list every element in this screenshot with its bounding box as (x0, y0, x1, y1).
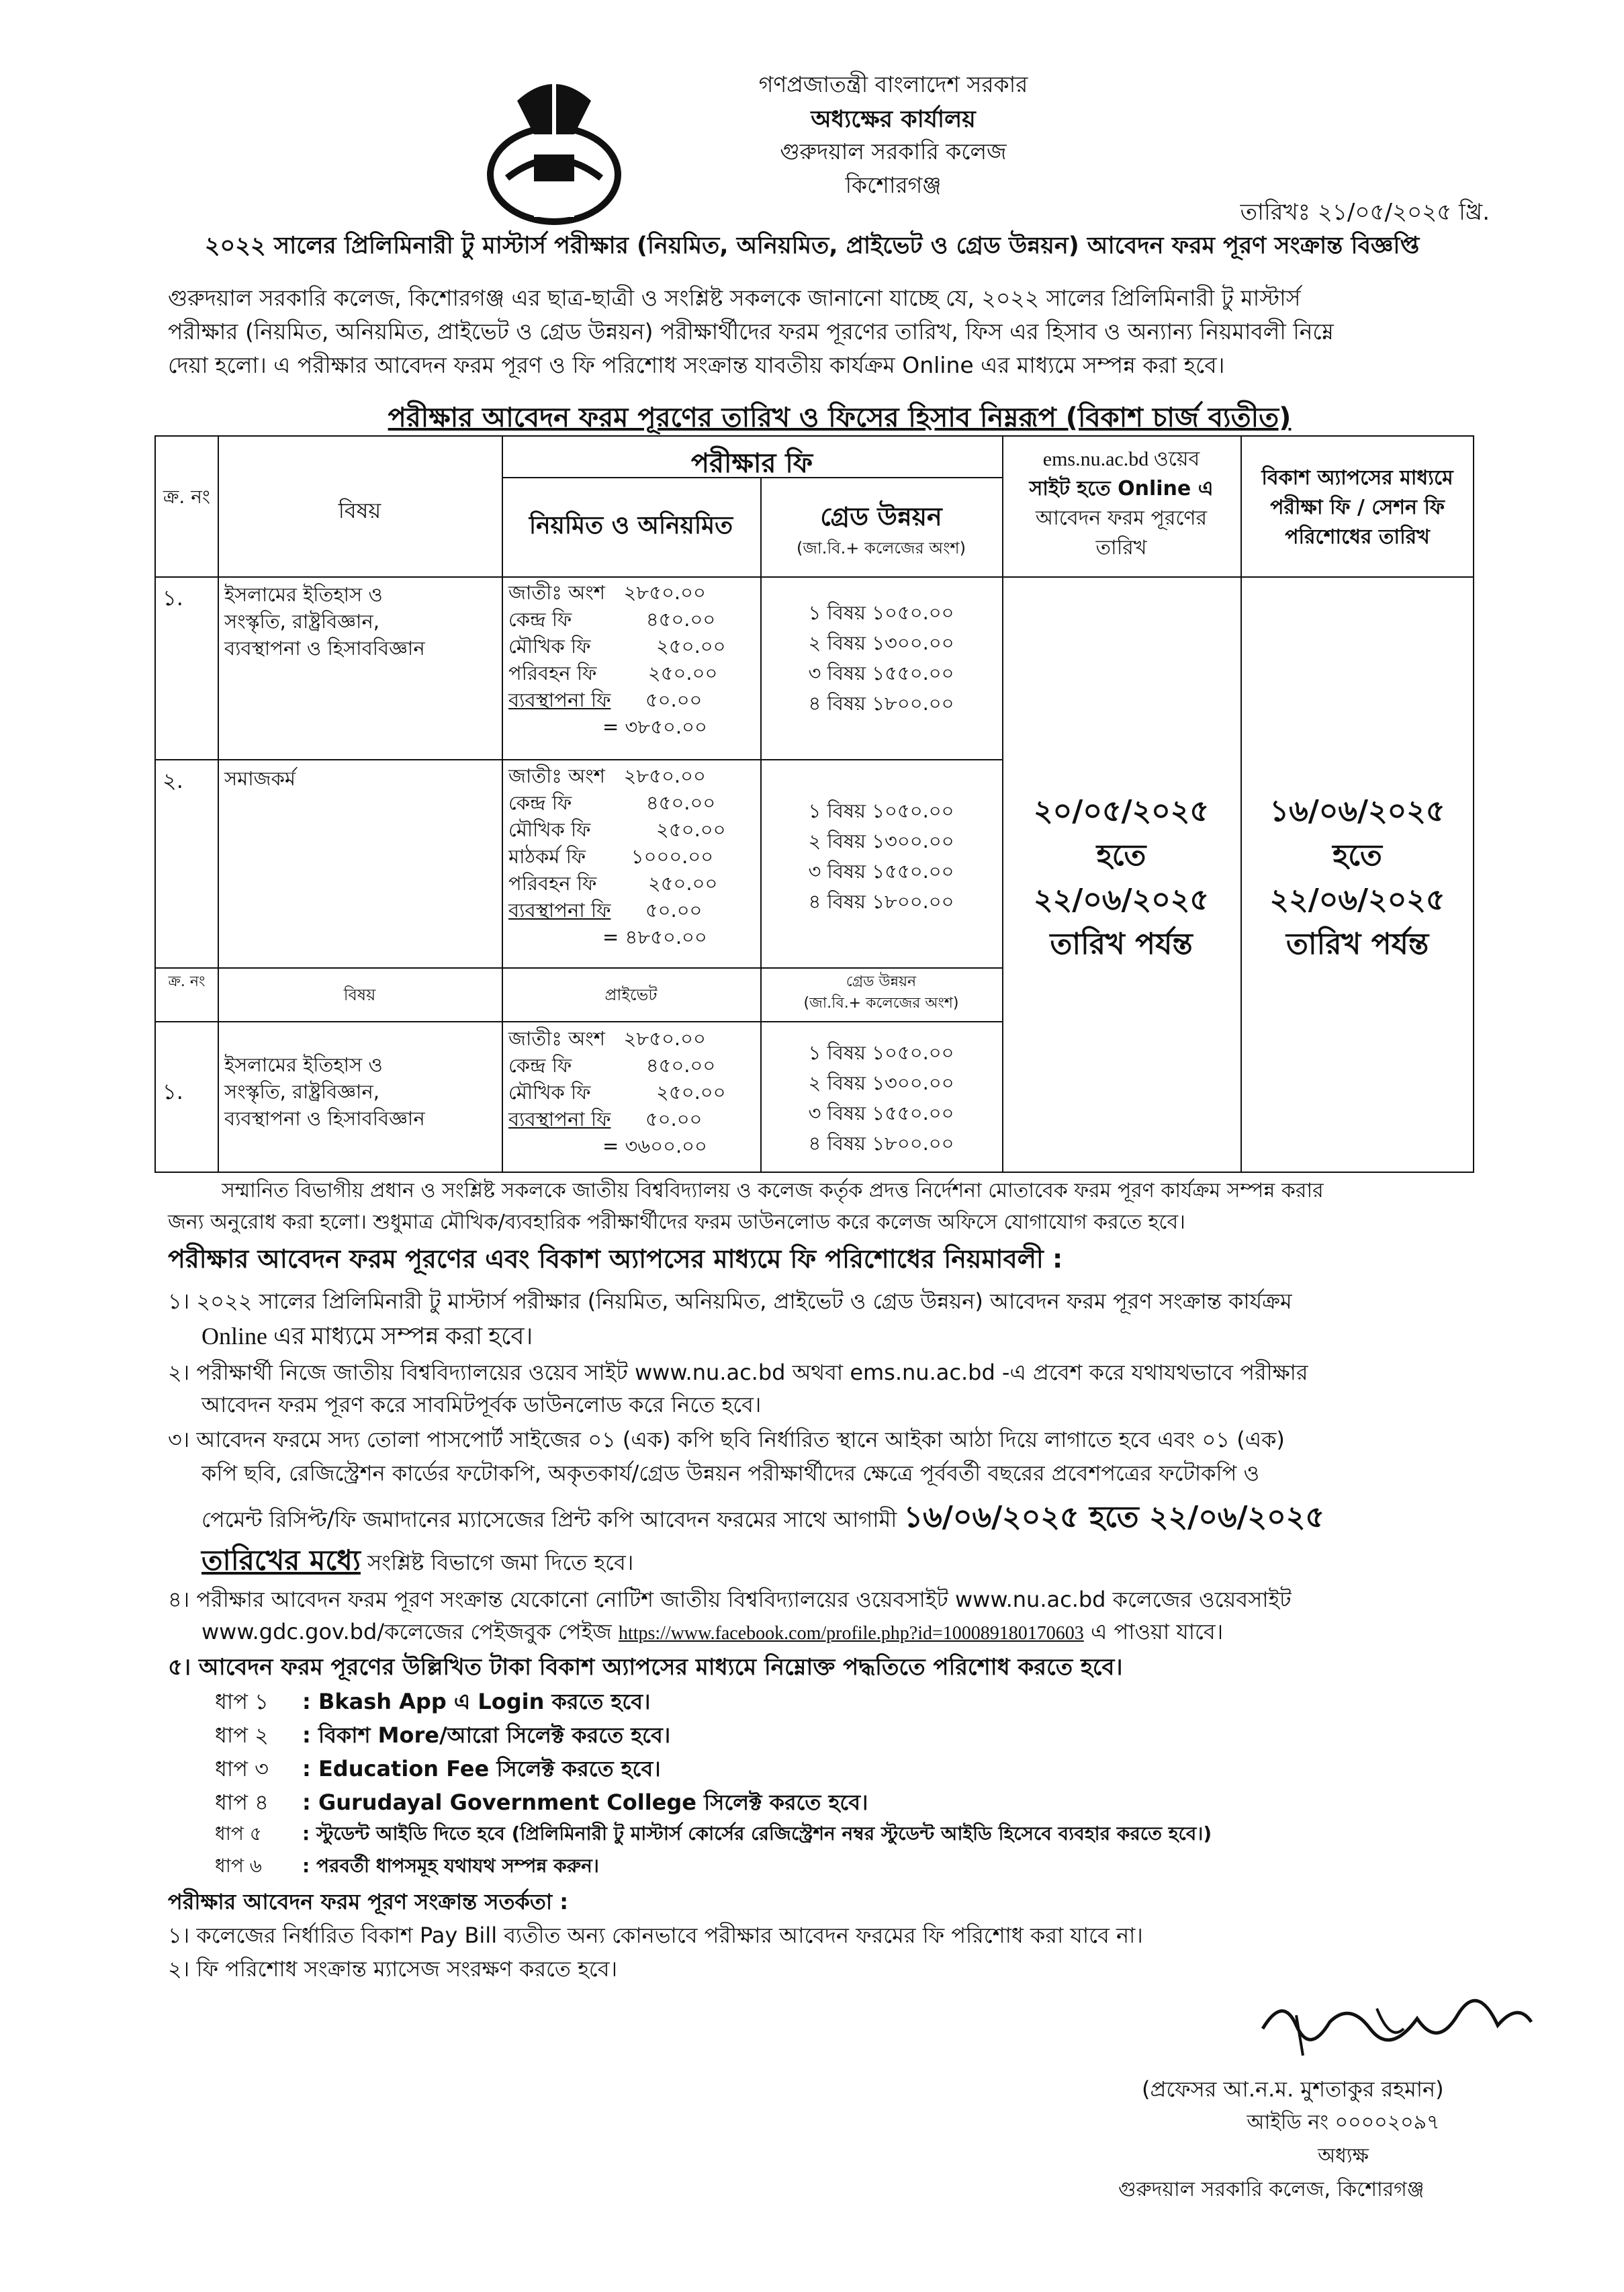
header-subject: বিষয় (338, 498, 381, 523)
row3-sl: ১. (163, 1079, 183, 1104)
notice-date: তারিখঃ ২১/০৫/২০২৫ খ্রি. (1240, 199, 1490, 226)
row3-total: = ৩৬০০.০০ (602, 1135, 707, 1157)
signatory-office: গুরুদয়াল সরকারি কলেজ, কিশোরগঞ্জ (1118, 2178, 1425, 2201)
table-title: পরীক্ষার আবেদন ফরম পূরণের তারিখ ও ফিসের হিসাব নিম্নরূপ (বিকাশ চার্জ ব্যতীত) (388, 402, 1292, 433)
fee-line: মৌখিক ফি ২৫০.০০ (508, 1081, 726, 1104)
fee-line: মাঠকর্ম ফি ১০০০.০০ (508, 845, 714, 868)
header2-sl: ক্র. নং (168, 973, 206, 990)
header-online-date: ems.nu.ac.bd ওয়েব সাইট হতে Online এ আবেদন ফরম পূরণের তারিখ (1029, 448, 1214, 560)
header-grade: গ্রেড উন্নয়ন (820, 502, 942, 531)
caution-2: ২। ফি পরিশোধ সংক্রান্ত ম্যাসেজ সংরক্ষণ করতে হবে। (168, 1956, 618, 1982)
note-line-1: সম্মানিত বিভাগীয় প্রধান ও সংশ্লিষ্ট সকলকে জাতীয় বিশ্ববিদ্যালয় ও কলেজ কর্তৃক প্রদত্ত নির্দেশনা মোতাবেক ফরম পূরণ কার্যক্রম সম্পন্ন করার (222, 1179, 1324, 1202)
row2-subject: সমাজকর্ম (224, 767, 296, 790)
intro-line-2: পরীক্ষার (নিয়মিত, অনিয়মিত, প্রাইভেট ও গ্রেড উন্নয়ন) পরীক্ষার্থীদের ফরম পূরণের তারিখ, ফিস এর হিসাব ও অন্যান্য নিয়মাবলী নিম্নে (168, 318, 1334, 345)
notice-title: ২০২২ সালের প্রিলিমিনারী টু মাস্টার্স পরীক্ষার (নিয়মিত, অনিয়মিত, প্রাইভেট ও গ্রেড উন্নয়ন) আবেদন ফরম পূরণ সংক্রান্ত বিজ্ঞপ্তি (204, 232, 1420, 259)
fee-line: কেন্দ্র ফি ৪৫০.০০ (508, 791, 716, 814)
rules-heading: পরীক্ষার আবেদন ফরম পূরণের এবং বিকাশ অ্যাপসের মাধ্যমে ফি পরিশোধের নিয়মাবলী : (168, 1244, 1063, 1274)
step-6: ধাপ ৬ : পরবর্তী ধাপসমূহ যথাযথ সম্পন্ন করুন। (215, 1855, 599, 1877)
signature-icon (1256, 1988, 1538, 2069)
deadline-range: ১৬/০৬/২০২৫ হতে ২২/০৬/২০২৫ (903, 1500, 1324, 1534)
fee-line: কেন্দ্র ফি ৪৫০.০০ (508, 1054, 716, 1077)
row2-total: = ৪৮৫০.০০ (602, 926, 707, 949)
rule-5: ৫। আবেদন ফরম পূরণের উল্লিখিত টাকা বিকাশ অ্যাপসের মাধ্যমে নিম্নোক্ত পদ্ধতিতে পরিশোধ করতে হবে। (168, 1654, 1123, 1681)
fee-line: জাতীঃ অংশ ২৮৫০.০০ (508, 1027, 706, 1050)
row2-grade-list: ১ বিষয় ১০৫০.০০ ২ বিষয় ১৩০০.০০ ৩ বিষয় ১৫৫০.০০ ৪ বিষয় ১৮০০.০০ (808, 799, 954, 913)
header-exam-fee: পরীক্ষার ফি (690, 448, 813, 479)
rule-4-line-2: www.gdc.gov.bd/কলেজের পেইজবুক পেইজ https://www.facebook.com/profile.php?id=100089180170603 এ পাওয়া যাবে। (201, 1619, 1224, 1644)
rule-2-line-1: ২। পরীক্ষার্থী নিজে জাতীয় বিশ্ববিদ্যালয়ের ওয়েব সাইট www.nu.ac.bd অথবা ems.nu.ac.bd -এ প্রবেশ করে যথাযথভাবে পরীক্ষার (168, 1360, 1308, 1385)
rule-1-line-1: ১। ২০২২ সালের প্রিলিমিনারী টু মাস্টার্স পরীক্ষার (নিয়মিত, অনিয়মিত, প্রাইভেট ও গ্রেড উন্নয়ন) আবেদন ফরম পূরণ সংক্রান্ত কার্যক্রম (168, 1288, 1292, 1314)
header-bkash-date: বিকাশ অ্যাপসের মাধ্যমে পরীক্ষা ফি / সেশন ফি পরিশোধের তারিখ (1261, 466, 1453, 549)
fee-line: ব্যবস্থাপনা ফি ৫০.০০ (508, 899, 703, 922)
row1-sl: ১. (163, 585, 183, 611)
header-grade-sub: (জা.বি.+ কলেজের অংশ) (797, 539, 966, 558)
caution-heading: পরীক্ষার আবেদন ফরম পূরণ সংক্রান্ত সতর্কতা : (168, 1889, 569, 1914)
fee-line: জাতীঃ অংশ ২৮৫০.০০ (508, 581, 706, 604)
college-logo-icon (470, 60, 638, 228)
rule-4-line-1: ৪। পরীক্ষার আবেদন ফরম পূরণ সংক্রান্ত যেকোনো নোটিশ জাতীয় বিশ্ববিদ্যালয়ের ওয়েবসাইট www.nu.ac.bd কলেজের ওয়েবসাইট (168, 1587, 1292, 1612)
fee-table (154, 435, 1474, 1173)
header-regular: নিয়মিত ও অনিয়মিত (529, 512, 733, 539)
step-4: ধাপ ৪ : Gurudayal Government College সিলেক্ট করতে হবে। (215, 1790, 868, 1815)
fee-line: মৌখিক ফি ২৫০.০০ (508, 635, 726, 658)
row2-fee-list (508, 762, 726, 951)
fee-line: পরিবহন ফি ২৫০.০০ (508, 662, 718, 685)
fee-line: মৌখিক ফি ২৫০.০০ (508, 818, 726, 841)
facebook-link[interactable]: https://www.facebook.com/profile.php?id=100089180170603 (618, 1623, 1084, 1644)
step-5: ধাপ ৫ : স্টুডেন্ট আইডি দিতে হবে (প্রিলিমিনারী টু মাস্টার্স কোর্সের রেজিস্ট্রেশন নম্বর স্টুডেন্ট আইডি হিসেবে ব্যবহার করতে হবে।) (215, 1822, 1212, 1845)
row2-sl: ২. (163, 768, 183, 793)
gov-name: গণপ্রজাতন্ত্রী বাংলাদেশ সরকার (758, 71, 1028, 97)
row3-subject: ইসলামের ইতিহাস ও সংস্কৃতি, রাষ্ট্রবিজ্ঞান, ব্যবস্থাপনা ও হিসাববিজ্ঞান (224, 1053, 425, 1130)
fee-line: ব্যবস্থাপনা ফি ৫০.০০ (508, 689, 703, 711)
rule-3-line-1: ৩। আবেদন ফরমে সদ্য তোলা পাসপোর্ট সাইজের ০১ (এক) কপি ছবি নির্ধারিত স্থানে আইকা আঠা দিয়ে লাগাতে হবে এবং ০১ (এক) (168, 1427, 1285, 1452)
fee-line: ব্যবস্থাপনা ফি ৫০.০০ (508, 1108, 703, 1131)
header2-private: প্রাইভেট (604, 985, 658, 1004)
signatory-designation: অধ্যক্ষ (1318, 2144, 1369, 2168)
district-name: কিশোরগঞ্জ (845, 172, 942, 198)
rule-2-line-2: আবেদন ফরম পূরণ করে সাবমিটপূর্বক ডাউনলোড করে নিতে হবে। (201, 1392, 762, 1417)
row1-subject: ইসলামের ইতিহাস ও সংস্কৃতি, রাষ্ট্রবিজ্ঞান, ব্যবস্থাপনা ও হিসাববিজ্ঞান (224, 583, 425, 660)
step-3: ধাপ ৩ : Education Fee সিলেক্ট করতে হবে। (215, 1756, 661, 1781)
header-sl: ক্র. নং (163, 486, 210, 508)
rule-3-line-3: পেমেন্ট রিসিপ্ট/ফি জমাদানের ম্যাসেজের প্রিন্ট কপি আবেদন ফরমের সাথে আগামী ১৬/০৬/২০২৫ হতে ২২/০৬/২০২৫ (201, 1500, 1324, 1534)
header2-grade: গ্রেড উন্নয়ন (জা.বি.+ কলেজের অংশ) (803, 973, 959, 1012)
intro-line-1: গুরুদয়াল সরকারি কলেজ, কিশোরগঞ্জ এর ছাত্র-ছাত্রী ও সংশ্লিষ্ট সকলকে জানানো যাচ্ছে যে, ২০২২ সালের প্রিলিমিনারী টু মাস্টার্স (168, 285, 1301, 311)
row1-fee-list (508, 579, 726, 740)
row1-total: = ৩৮৫০.০০ (602, 715, 707, 738)
signatory-name: (প্রফেসর আ.ন.ম. মুশতাকুর রহমান) (1142, 2076, 1444, 2102)
rule-1-line-2: Online এর মাধ্যমে সম্পন্ন করা হবে। (201, 1323, 533, 1350)
step-2: ধাপ ২ : বিকাশ More/আরো সিলেক্ট করতে হবে। (215, 1722, 671, 1748)
deadline-label: তারিখের মধ্যে (201, 1544, 361, 1577)
caution-1: ১। কলেজের নির্ধারিত বিকাশ Pay Bill ব্যতীত অন্য কোনভাবে পরীক্ষার আবেদন ফরমের ফি পরিশোধ করা যাবে না। (168, 1923, 1143, 1948)
step-1: ধাপ ১ : Bkash App এ Login করতে হবে। (215, 1689, 651, 1714)
header2-subject: বিষয় (343, 985, 376, 1004)
rule-3-line-2: কপি ছবি, রেজিস্ট্রেশন কার্ডের ফটোকপি, অকৃতকার্য/গ্রেড উন্নয়ন পরীক্ষার্থীদের ক্ষেত্রে পূর্ববর্তী বছরের প্রবেশপত্রের ফটোকপি ও (201, 1460, 1260, 1486)
office-name: অধ্যক্ষের কার্যালয় (811, 106, 976, 133)
college-name: গুরুদয়াল সরকারি কলেজ (780, 138, 1007, 165)
gdc-website-link[interactable]: www.gdc.gov.bd/কলেজের পেইজবুক পেইজ (201, 1619, 612, 1644)
row3-grade-list: ১ বিষয় ১০৫০.০০ ২ বিষয় ১৩০০.০০ ৩ বিষয় ১৫৫০.০০ ৪ বিষয় ১৮০০.০০ (808, 1041, 954, 1155)
bkash-date-range: ১৬/০৬/২০২৫ হতে ২২/০৬/২০২৫ তারিখ পর্যন্ত (1269, 794, 1445, 961)
signatory-id: আইডি নং ০০০০২০৯৭ (1247, 2111, 1440, 2134)
intro-line-3: দেয়া হলো। এ পরীক্ষার আবেদন ফরম পূরণ ও ফি পরিশোধ সংক্রান্ত যাবতীয় কার্যক্রম Online এর মাধ্যমে সম্পন্ন করা হবে। (168, 352, 1225, 378)
row3-fee-list (508, 1025, 726, 1159)
note-line-2: জন্য অনুরোধ করা হলো। শুধুমাত্র মৌখিক/ব্যবহারিক পরীক্ষার্থীদের ফরম ডাউনলোড করে কলেজ অফিসে যোগাযোগ করতে হবে। (168, 1210, 1185, 1234)
online-date-range: ২০/০৫/২০২৫ হতে ২২/০৬/২০২৫ তারিখ পর্যন্ত (1034, 794, 1209, 961)
fee-line: জাতীঃ অংশ ২৮৫০.০০ (508, 764, 706, 787)
row1-grade-list: ১ বিষয় ১০৫০.০০ ২ বিষয় ১৩০০.০০ ৩ বিষয় ১৫৫০.০০ ৪ বিষয় ১৮০০.০০ (808, 601, 954, 715)
rule-3-line-4: তারিখের মধ্যে সংশ্লিষ্ট বিভাগে জমা দিতে হবে। (201, 1544, 634, 1577)
fee-line: কেন্দ্র ফি ৪৫০.০০ (508, 608, 716, 631)
fee-line: পরিবহন ফি ২৫০.০০ (508, 872, 718, 895)
